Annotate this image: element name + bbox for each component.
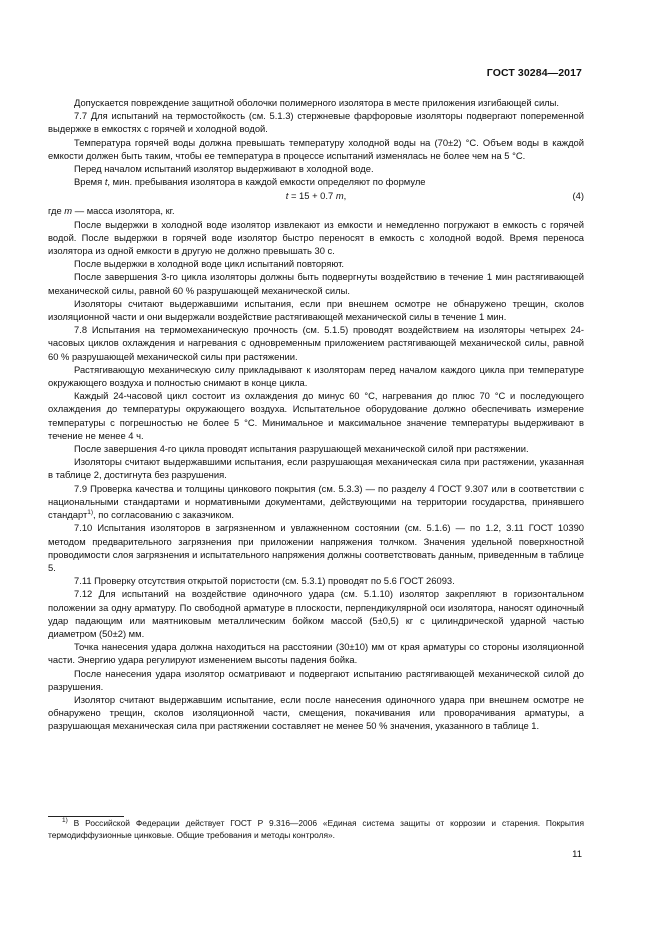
text-run: , по согласованию с заказчиком. <box>93 509 235 521</box>
page-number: 11 <box>572 849 582 860</box>
text-run: 7.9 Проверка качества и толщины цинкового покрытия (см. 5.3.3) — по разделу 4 ГОСТ 9.307 или в соответствии с национальными стандартами и нормативными документами, действующими на территории государства, принявшего стандарт <box>48 482 584 521</box>
formula-4 <box>48 188 584 204</box>
paragraph: Изоляторы считают выдержавшими испытания, если при внешнем осмотре не обнаружено трещин, сколов изоляционной части и они выдержали воздействие растягивающей механической силы в течение 1 мин. <box>48 297 584 323</box>
footnote-mark: 1) <box>62 817 68 825</box>
paragraph: После выдержки в холодной воде цикл испытаний повторяют. <box>74 258 345 270</box>
text-run: , мин. пребывания изолятора в каждой емкости определяют по формуле <box>107 176 426 188</box>
paragraph-formula-intro <box>48 175 584 188</box>
paragraph: Изолятор считают выдержавшим испытание, если после нанесения одиночного удара при внешнем осмотре не обнаружено трещин, сколов изоляционной части, смещения, покачивания или проворачивания арматуры, а разрушающая механическая сила при растяжении составляет не менее 50 % значения, указанного в таблице 1. <box>48 693 584 732</box>
paragraph-7-8: 7.8 Испытания на термомеханическую прочность (см. 5.1.5) проводят воздействием на изоляторы четырех 24-часовых циклов охлаждения и нагревания с одновременным приложением растягивающей механической силы, равной 60 % разрушающей механической силы при растяжении. <box>48 324 584 362</box>
text-run: Время <box>74 176 105 188</box>
paragraph: Температура горячей воды должна превышать температуру холодной воды на (70±2) °С. Объем воды в каждой емкости должен быть таким, чтобы ее температура в процессе испытаний изменялась не более чем на 5 °С. <box>48 136 584 161</box>
paragraph-7-10: 7.10 Испытания изоляторов в загрязненном и увлажненном состоянии (см. 5.1.6) — по 1.2, 3.11 ГОСТ 10390 методом предварительного загрязнения при приложении напряжения толчком. Значения удельной поверхностной проводимости слоя загрязнения и испытательного напряжения должны соответствовать данным, приведенным в таблице 5. <box>48 522 584 573</box>
paragraph-7-12: 7.12 Для испытаний на воздействие одиночного удара (см. 5.1.10) изолятор закрепляют в горизонтальном положении за одну арматуру. По свободной арматуре в плоскости, перпендикулярной оси изолятора, наносят одиночный удар падающим или маятниковым металлическим бойком массой (5±0,5) кг с цилиндрической ударной частью диаметром (50±2) мм. <box>48 588 584 639</box>
paragraph-7-11: 7.11 Проверку отсутствия открытой пористости (см. 5.3.1) проводят по 5.6 ГОСТ 26093. <box>74 575 455 587</box>
paragraph: Перед началом испытаний изолятор выдерживают в холодной воде. <box>74 163 374 175</box>
paragraph: Точка нанесения удара должна находиться на расстоянии (30±10) мм от края арматуры со стороны изоляционной части. Энергию удара регулируют изменением высоты падения бойка. <box>48 641 584 666</box>
paragraph: После выдержки в холодной воде изолятор извлекают из емкости и немедленно погружают в емкость с горячей водой. После выдержки в горячей воде изолятор быстро переносят в емкость с холодной водой. Время переноса изолятора из одной емкости в другую не должно превышать 30 с. <box>48 218 584 257</box>
formula-lhs: t <box>285 190 289 202</box>
formula-rhs: = 15 + 0.7 <box>288 190 336 202</box>
formula-number: (4) <box>572 190 584 202</box>
paragraph: После завершения 4-го цикла проводят испытания разрушающей механической силой при растяжении. <box>74 443 529 455</box>
formula-expression <box>48 189 584 202</box>
paragraph: Каждый 24-часовой цикл состоит из охлаждения до минус 60 °С, нагревания до плюс 70 °С и последующего охлаждения до температуры окружающего воздуха. Испытательное оборудование должно обеспечивать измерение температуры с погрешностью не более 5 °С. Минимальное и максимальное значение температуры выдерживают в течение не менее 4 ч. <box>48 390 584 441</box>
paragraph-7-9 <box>48 482 584 522</box>
page-body <box>48 96 584 733</box>
paragraph-7-7: 7.7 Для испытаний на термостойкость (см. 5.1.3) стержневые фарфоровые изоляторы подвергают попеременной выдержке в емкостях с горячей и холодной водой. <box>48 110 584 135</box>
paragraph: Изоляторы считают выдержавшими испытания, если разрушающая механическая сила при растяжении, указанная в таблице 2, достигнута без разрушения. <box>48 456 584 481</box>
paragraph: Допускается повреждение защитной оболочки полимерного изолятора в месте приложения изгибающей силы. <box>74 97 559 108</box>
standard-header: ГОСТ 30284—2017 <box>486 67 582 79</box>
variable-m: m <box>64 205 73 217</box>
footnote-divider <box>48 816 124 817</box>
formula-comma: , <box>343 190 347 202</box>
footnote-reference: 1) <box>87 508 94 516</box>
text-run: — масса изолятора, кг. <box>72 205 175 217</box>
paragraph-where <box>48 204 584 217</box>
paragraph: Растягивающую механическую силу прикладывают к изоляторам перед началом каждого цикла при температуре окружающего воздуха и полностью снимают в конце цикла. <box>48 363 584 389</box>
paragraph: После нанесения удара изолятор осматривают и подвергают испытанию растягивающей механической силой до разрушения. <box>48 667 584 692</box>
text-run: где <box>48 205 65 217</box>
variable-t: t <box>104 176 108 188</box>
footnote <box>48 818 584 842</box>
paragraph: После завершения 3-го цикла изоляторы должны быть подвергнуты воздействию в течение 1 мин растягивающей механической силы, равной 60 % разрушающей механической силы. <box>48 271 584 296</box>
formula-var-m: m <box>335 190 344 202</box>
footnote-text: В Российской Федерации действует ГОСТ Р 9.316—2006 «Единая система защиты от коррозии и старения. Покрытия термодиффузионные цинковые. Общие требования и методы контроля». <box>48 818 584 840</box>
